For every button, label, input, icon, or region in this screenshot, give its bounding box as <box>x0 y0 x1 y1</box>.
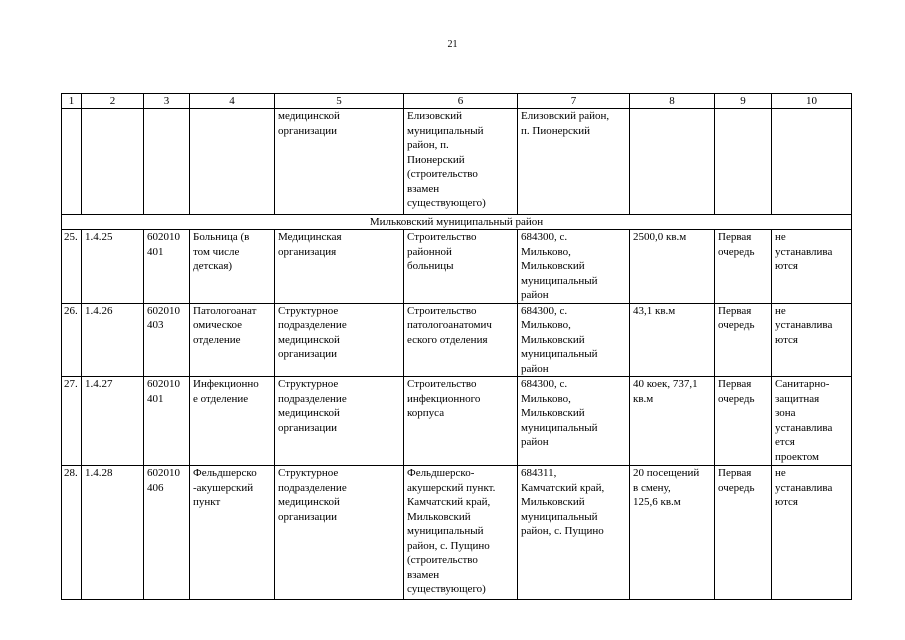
table-cell <box>715 109 772 215</box>
object-stage: Первая очередь <box>715 466 772 600</box>
table-cell: медицинской организации <box>275 109 404 215</box>
object-name: Больница (в том числе детская) <box>190 230 275 304</box>
object-id: 1.4.27 <box>82 377 144 466</box>
object-location: 684300, с. Мильково, Мильковский муниципальный район <box>518 377 630 466</box>
object-capacity: 43,1 кв.м <box>630 303 715 377</box>
object-name: Инфекционно е отделение <box>190 377 275 466</box>
object-type: Структурное подразделение медицинской организации <box>275 377 404 466</box>
object-location: 684300, с. Мильково, Мильковский муниципальный район <box>518 230 630 304</box>
object-location: 684311, Камчатский край, Мильковский муниципальный район, с. Пущино <box>518 466 630 600</box>
object-type: Медицинская организация <box>275 230 404 304</box>
object-id: 1.4.28 <box>82 466 144 600</box>
table-row <box>62 230 852 304</box>
object-name: Патологоанат омическое отделение <box>190 303 275 377</box>
object-stage: Первая очередь <box>715 377 772 466</box>
object-name: Фельдшерско -акушерский пункт <box>190 466 275 600</box>
object-purpose: Строительство патологоанатомич еского отделения <box>404 303 518 377</box>
row-number: 25. <box>62 230 82 304</box>
object-code: 602010 403 <box>144 303 190 377</box>
object-location: 684300, с. Мильково, Мильковский муниципальный район <box>518 303 630 377</box>
table-cell <box>190 109 275 215</box>
table-cell <box>62 109 82 215</box>
object-capacity: 20 посещений в смену, 125,6 кв.м <box>630 466 715 600</box>
object-stage: Первая очередь <box>715 303 772 377</box>
column-header: 9 <box>715 94 772 109</box>
table-cell <box>144 109 190 215</box>
table-cell <box>772 109 852 215</box>
section-heading-row <box>62 215 852 230</box>
table-row <box>62 466 852 600</box>
column-header: 6 <box>404 94 518 109</box>
column-header: 8 <box>630 94 715 109</box>
object-code: 602010 401 <box>144 230 190 304</box>
section-heading: Мильковский муниципальный район <box>62 215 852 230</box>
object-type: Структурное подразделение медицинской организации <box>275 466 404 600</box>
column-header: 1 <box>62 94 82 109</box>
column-header: 4 <box>190 94 275 109</box>
territorial-planning-table <box>61 93 852 600</box>
object-zone: не устанавлива ются <box>772 230 852 304</box>
table-cell: Елизовский район, п. Пионерский <box>518 109 630 215</box>
page-number: 21 <box>447 39 458 50</box>
object-stage: Первая очередь <box>715 230 772 304</box>
table-header-row <box>62 94 852 109</box>
table-row <box>62 377 852 466</box>
table-cell <box>82 109 144 215</box>
object-code: 602010 401 <box>144 377 190 466</box>
object-purpose: Строительство районной больницы <box>404 230 518 304</box>
object-zone: не устанавлива ются <box>772 466 852 600</box>
table-cell <box>630 109 715 215</box>
object-purpose: Строительство инфекционного корпуса <box>404 377 518 466</box>
object-zone: не устанавлива ются <box>772 303 852 377</box>
row-number: 26. <box>62 303 82 377</box>
table-row <box>62 303 852 377</box>
column-header: 7 <box>518 94 630 109</box>
column-header: 2 <box>82 94 144 109</box>
table-cell: Елизовский муниципальный район, п. Пионерский (строительство взамен существующего) <box>404 109 518 215</box>
object-zone: Санитарно- защитная зона устанавлива ется проектом <box>772 377 852 466</box>
row-number: 27. <box>62 377 82 466</box>
column-header: 10 <box>772 94 852 109</box>
object-capacity: 40 коек, 737,1 кв.м <box>630 377 715 466</box>
row-number: 28. <box>62 466 82 600</box>
object-capacity: 2500,0 кв.м <box>630 230 715 304</box>
table-row-continuation <box>62 109 852 215</box>
object-purpose: Фельдшерско- акушерский пункт. Камчатский край, Мильковский муниципальный район, с. Пущино (строительство взамен существующего) <box>404 466 518 600</box>
object-id: 1.4.26 <box>82 303 144 377</box>
column-header: 3 <box>144 94 190 109</box>
object-id: 1.4.25 <box>82 230 144 304</box>
object-code: 602010 406 <box>144 466 190 600</box>
object-type: Структурное подразделение медицинской организации <box>275 303 404 377</box>
column-header: 5 <box>275 94 404 109</box>
